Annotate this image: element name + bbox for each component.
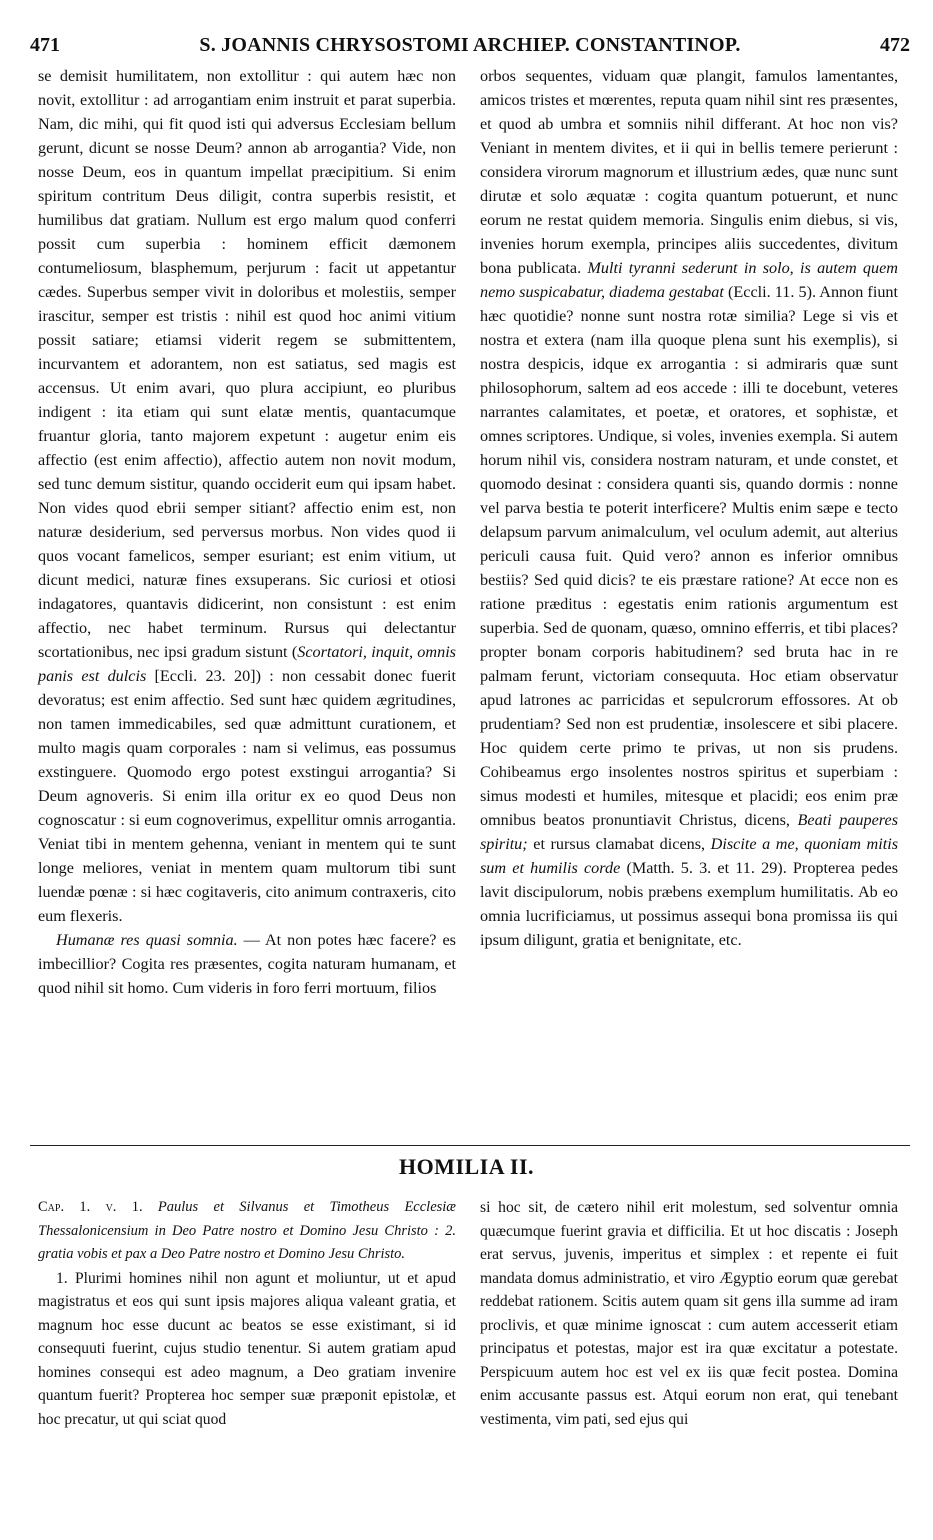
right-p1-rest: . Annon fiunt hæc quotidie? nonne sunt nostra rotæ similia? Lege si vis et nostra et extera (nam illa quoque plena sunt his exemplis), si nostra despicis, idque ex arrogantia : si admiraris quæ sunt philosophorum, saltem ad eos accede : illi te docebunt, veteres narrantes calamitates, et poetæ, et oratores, et sophistæ, et omnes scriptores. Undique, si voles, invenies exempla. Si autem horum nihil vis, considera nostram naturam, et unde constet, et quomodo desinat : considera quanti sis, quando dormis : nonne vel parva bestia te poterit interficere? Multis enim sæpe e tecto delapsum parvum animalculum, vel oculum ademit, aut alterius periculi causa fuit. Quid vero? annon es inferior omnibus bestiis? Sed quid dicis? te eis præstare ratione? At ecce non es ratione præditus : egestatis enim rationis argumentum est superbia. Sed de quonam, quæso, omnino efferris, et tibi places? propter bonam corporis habitudinem? sed bruta hac in re palmam ferunt, victoriam consequuta. Hoc etiam observatur apud latrones ac parricidas et sepulcrorum effossores. At ob prudentiam? Sed non est prudentiæ, insolescere et sibi placere. Hoc quidem certe primo te privas, ut non sis prudens. Cohibeamus ergo insolentes nostros spiritus et superbiam : simus modesti et humiles, mitesque et placidi; eos enim præ omnibus beatos pronuntiavit Christus, dicens, <box>480 283 898 829</box>
homily-heading: HOMILIA II. <box>398 1154 535 1179</box>
left-p1-text: se demisit humilitatem, non extollitur : qui autem hæc non novit, extollitur : ad arrogantiam enim instruit et parat superbia. Nam, dic mihi, qui fit quod isti qui adversus Ecclesiam bellum gerunt, dicunt se nosse Deum? annon ab arrogantia? Vide, non nosse Deum, eos in quantum impellat præcipitium. Si enim spiritum contritum Deus diligit, contra superbis resistit, et humilibus dat gratiam. Nullum est ergo malum quod conferri possit cum superbia : hominem efficit dæmonem contumeliosum, blasphemum, perjurum : facit ut appetantur cædes. Superbus semper vivit in doloribus et molestiis, semper irascitur, semper est tristis : nihil est quod hoc animi vitium possit satiare; etiamsi viderit regem se submittentem, incurvantem et adorantem, non est satiatus, sed magis est accensus. Ut enim avari, quo plura accipiunt, eo pluribus indigent : ita etiam qui sunt elatæ mentis, quantacumque fruantur gloria, tanto majorem expetunt : augetur enim eis affectio (est enim affectio), affectio autem non novit modum, sed tunc demum sistitur, quando occiderit eum qui ipsam habet. Non vides quod ebrii semper sitiant? affectio enim est, non naturæ desiderium, sed perversus morbus. Non vides quod ii quos vocant famelicos, semper esuriant; est enim vitium, ut dicunt medici, naturæ fines exsuperans. Sic curiosi et otiosi indagatores, quantavis didicerint, non consistunt : est enim affectio, nec habet terminum. Rursus qui delectantur scortationibus, nec ipsi gradum sistunt ( <box>38 67 456 661</box>
right-p1-end: . Propterea pedes lavit discipulorum, nobis præbens exemplum humilitatis. Ab eo omnia lucrificiamus, ut possimus assequi bona promissa iis qui ipsum diligunt, gratia et benignitate, etc. <box>480 859 898 949</box>
right-paragraph-1 <box>480 64 898 952</box>
paragraph-number: 1. <box>56 1269 68 1287</box>
page-number-left: 471 <box>30 34 60 56</box>
right-p1-quote: Multi tyranni sederunt in solo, is autem quem nemo suspicabatur, diadema gestabat <box>480 259 898 301</box>
running-title: S. JOANNIS CHRYSOSTOMI ARCHIEP. CONSTANTINOP. <box>199 34 741 56</box>
homily-right-column <box>480 1196 898 1431</box>
chapter-verse-text: Paulus et Silvanus et Timotheus Ecclesiæ Thessalonicensium in Deo Patre nostro et Domino Jesu Christo : 2. gratia vobis et pax a Deo Patre nostro et Domino Jesu Christo. <box>38 1199 456 1262</box>
section-divider <box>30 1145 910 1146</box>
left-p2-text: — At non potes hæc facere? es imbecillior? Cogita res præsentes, cogita naturam humanam, et quod nihil sit homo. Cum videris in foro ferri mortuum, filios <box>38 931 456 997</box>
left-column <box>38 64 456 1000</box>
right-p1-quote-3: Discite a me, quoniam mitis sum et humilis corde <box>480 835 898 877</box>
right-p1-mid: et rursus clamabat dicens, <box>527 835 711 853</box>
chapter-verse-block <box>38 1196 456 1267</box>
left-p1-rest: ) : non cessabit donec fuerit devoratus; est enim affectio. Sed sunt hæc quidem ægritudines, non tamen immedicabiles, sed quæ admittunt curationem, et multo magis quam corporales : nam si velimus, eas possumus exstinguere. Quomodo ergo potest exstingui arrogantia? Si Deum agnoveris. Si enim illa oritur ex eo quod Deus non cognoscatur : si eum cognoverimus, expellitur omnis arrogantia. Veniat tibi in mentem gehenna, veniant in mentem qui te sunt longe meliores, veniat in mentem quam multorum tibi sunt luendæ pœnæ : si hæc cogitaveris, cito animum contraxeris, cito eum flexeris. <box>38 667 456 925</box>
page-header <box>30 34 910 60</box>
homily-paragraph-1 <box>38 1267 456 1432</box>
left-p2-heading: Humanæ res quasi somnia. <box>56 931 238 949</box>
right-column <box>480 64 898 952</box>
right-p1-text: orbos sequentes, viduam quæ plangit, famulos lamentantes, amicos tristes et mœrentes, reputa quam nihil sint res præsentes, et quod ab umbra et somniis nihil differant. At hoc non vis? Veniant in mentem divites, et ii qui in bellis temere perierunt : considera virorum magnorum et illustrium ædes, quæ nunc sunt dirutæ et solo æquatæ : cogita quantum potuerunt, et nunc eorum ne restat quidem memoria. Singulis enim diebus, si vis, invenies horum exempla, principes aliis succedentes, divitum bona publicata. <box>480 67 898 277</box>
left-paragraph-1 <box>38 64 456 928</box>
left-p1-reference: [Eccli. 23. 20] <box>146 667 256 685</box>
right-p1-reference-2: (Matth. 5. 3. et 11. 29) <box>620 859 783 877</box>
right-p1-quote-2: Beati pauperes spiritu; <box>480 811 898 853</box>
page-number-right: 472 <box>880 34 910 56</box>
homily-p1-text: Plurimi homines nihil non agunt et moliuntur, ut et apud magistratus et eos qui sunt ipsis majores aliqua valeant gratia, et magnum hoc esse ducunt ac beatos se esse existimant, si id consequuti fuerint, cujus studio tenentur. Si autem gratiam apud homines consequi est adeo magnum, a Deo gratiam invenire quantum fuerit? Propterea hoc semper suæ præponit epistolæ, et hoc precatur, ut qui sciat quod <box>38 1269 456 1428</box>
left-p1-quote: Scortatori, inquit, omnis panis est dulcis <box>38 643 456 685</box>
homily-left-column <box>38 1196 456 1431</box>
left-paragraph-2 <box>38 928 456 1000</box>
chapter-verse-label: Cap. 1. v. 1. <box>38 1199 143 1215</box>
homily-right-paragraph: si hoc sit, de cætero nihil erit molestum, sed solventur omnia quæcumque fuerint gravia et difficilia. Et ut hoc discatis : Joseph erat servus, juvenis, imperitus et simplex : et repente ei fuit mandata domus administratio, et viro Ægyptio eorum quæ gerebat reddebat rationem. Scitis autem quam sit gens illa summe ad iram proclivis, et quæ minime ignoscat : cum autem accesserit etiam principatus et potestas, major est ira quæ excitatur a potestate. Perspicuum autem hoc est vel ex iis quæ fecit postea. Domina enim accusante passus est. Atqui eorum non erat, qui tenebant vestimenta, vim pati, sed ejus qui <box>480 1199 898 1428</box>
right-p1-reference: (Eccli. 11. 5) <box>723 283 812 301</box>
